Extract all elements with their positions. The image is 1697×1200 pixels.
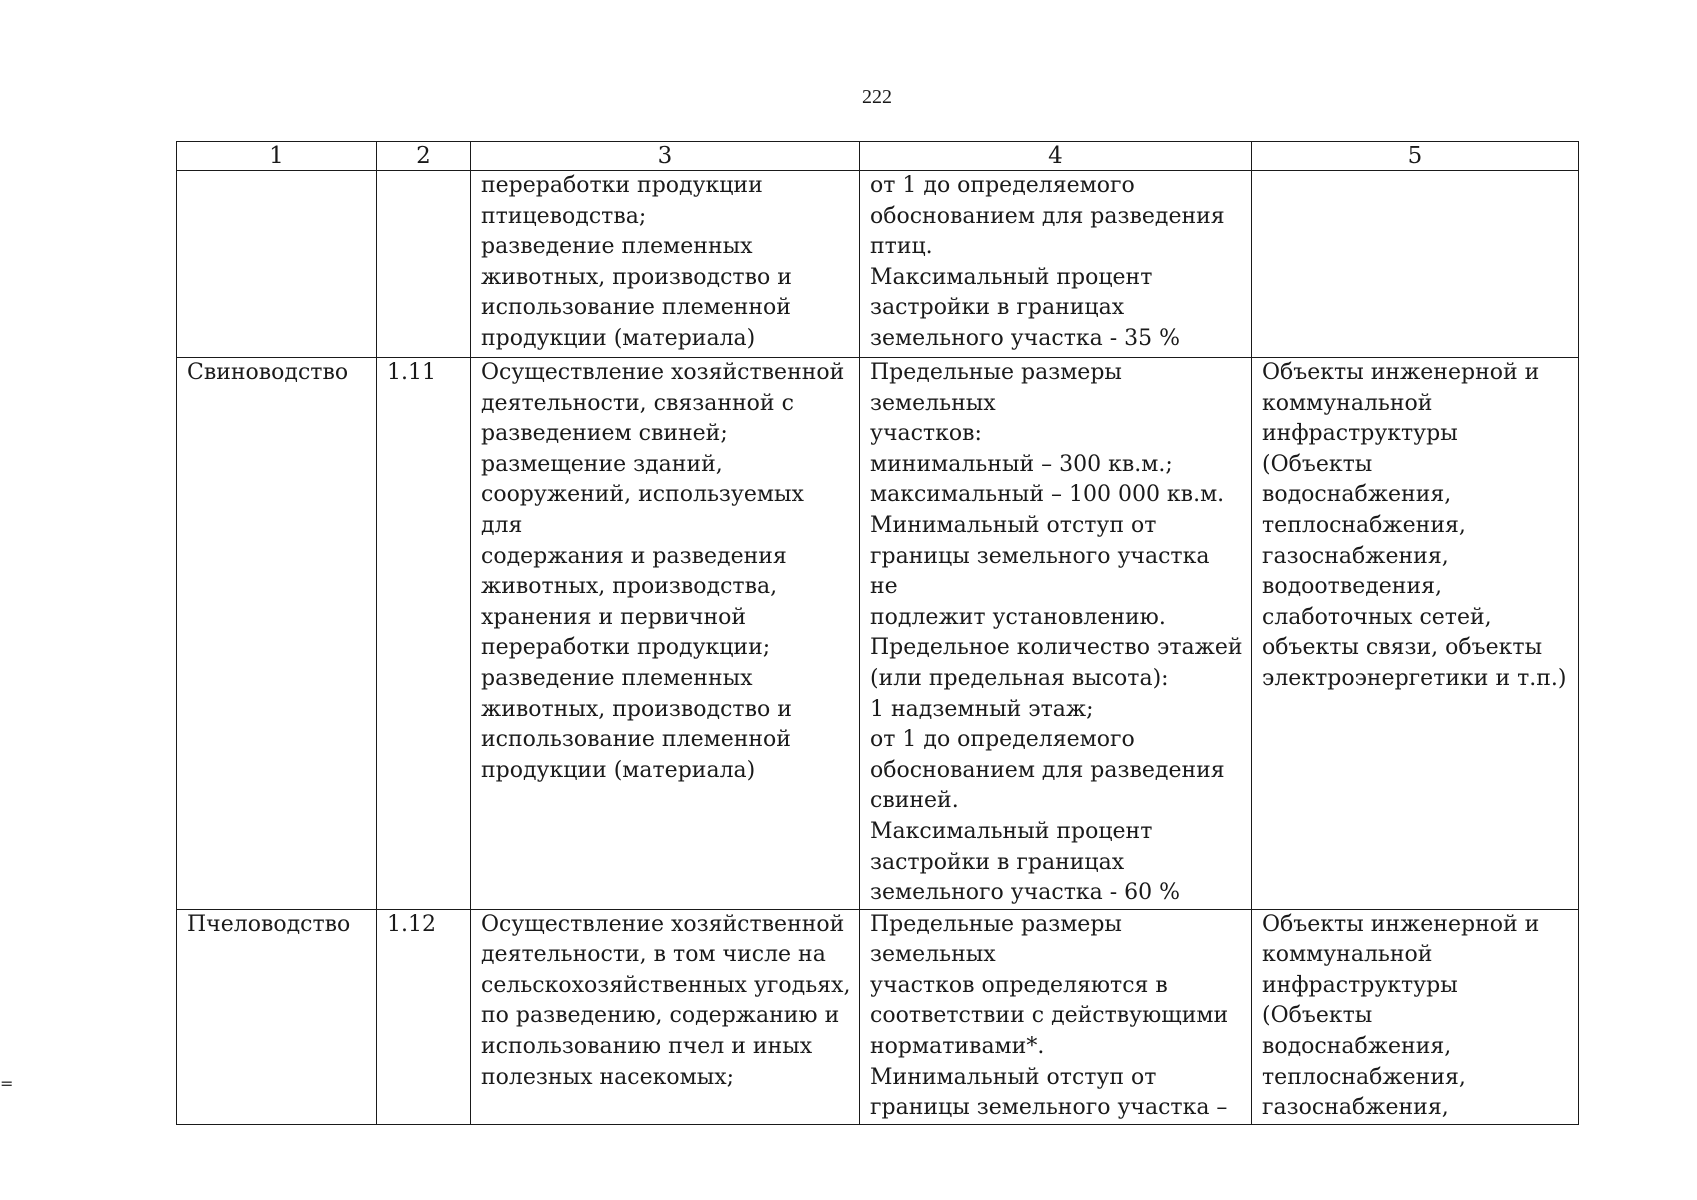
column-header-4: 4 (860, 142, 1252, 171)
use-description-cell: переработки продукции птицеводства; разведение племенных животных, производство и использование племенной продукции (материала) (471, 171, 860, 358)
parameters-cell: Предельные размеры земельных участков: минимальный – 300 кв.м.; максимальный – 100 000 кв.м. Минимальный отступ от границы земельного участка не подлежит установлению. Предельное количество этажей (или предельная высота): 1 надземный этаж; от 1 до определяемого обоснованием для разведения свиней. Максимальный процент застройки в границах земельного участка - 60 % (860, 358, 1252, 910)
column-header-3: 3 (471, 142, 860, 171)
use-description-cell: Осуществление хозяйственной деятельности, связанной с разведением свиней; размещение зданий, сооружений, используемых для содержания и разведения животных, производства, хранения и первичной переработки продукции; разведение племенных животных, производство и использование племенной продукции (материала) (471, 358, 860, 910)
use-code-cell (377, 171, 471, 358)
use-code-cell: 1.12 (377, 909, 471, 1124)
auxiliary-objects-cell (1252, 171, 1579, 358)
use-name-cell: Пчеловодство (177, 909, 377, 1124)
table-header-row (177, 142, 1579, 171)
column-header-2: 2 (377, 142, 471, 171)
parameters-cell: Предельные размеры земельных участков определяются в соответствии с действующими нормативами*. Минимальный отступ от границы земельного участка – (860, 909, 1252, 1124)
use-name-cell (177, 171, 377, 358)
parameters-cell: от 1 до определяемого обоснованием для разведения птиц. Максимальный процент застройки в границах земельного участка - 35 % (860, 171, 1252, 358)
table-row (177, 358, 1579, 910)
table-row (177, 909, 1579, 1124)
use-description-cell: Осуществление хозяйственной деятельности, в том числе на сельскохозяйственных угодьях, по разведению, содержанию и использованию пчел и иных полезных насекомых; (471, 909, 860, 1124)
margin-mark: = (0, 1074, 14, 1093)
table-row (177, 171, 1579, 358)
page-number: 222 (862, 86, 892, 108)
auxiliary-objects-cell: Объекты инженерной и коммунальной инфраструктуры (Объекты водоснабжения, теплоснабжения, газоснабжения, (1252, 909, 1579, 1124)
auxiliary-objects-cell: Объекты инженерной и коммунальной инфраструктуры (Объекты водоснабжения, теплоснабжения, газоснабжения, водоотведения, слаботочных сетей, объекты связи, объекты электроэнергетики и т.п.) (1252, 358, 1579, 910)
column-header-1: 1 (177, 142, 377, 171)
land-use-table (176, 141, 1579, 1125)
column-header-5: 5 (1252, 142, 1579, 171)
use-name-cell: Свиноводство (177, 358, 377, 910)
use-code-cell: 1.11 (377, 358, 471, 910)
